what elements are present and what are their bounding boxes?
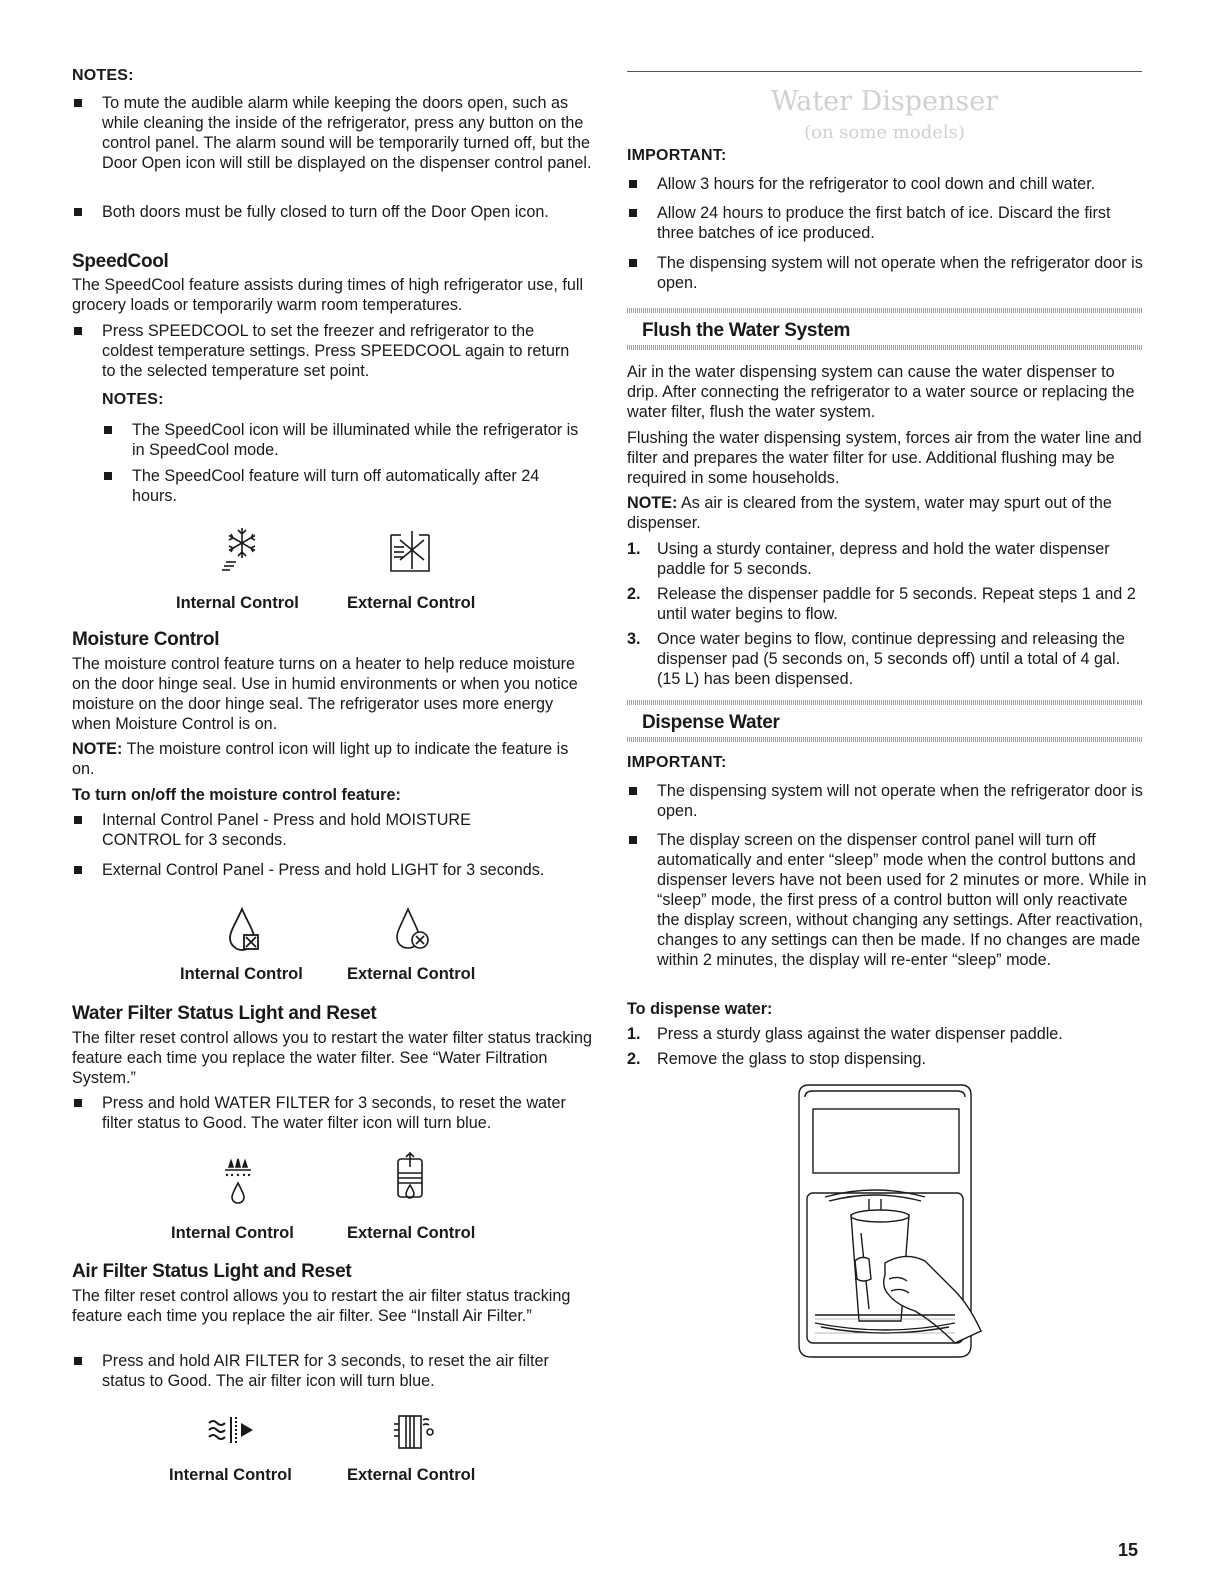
moisture-intro: The moisture control feature turns on a heater to help reduce moisture on the door hinge seal. Use in humid environments or when you notice moisture on the door hinge seal. The refrigerator uses more energy when Moisture Control is on. bbox=[72, 655, 578, 733]
dispense-top-rule bbox=[627, 700, 1142, 705]
important-item-3: The dispensing system will not operate when the refrigerator door is open. bbox=[627, 253, 1147, 293]
air-filter-caption-internal: Internal Control bbox=[169, 1466, 292, 1484]
air-filter-bullet: Press and hold AIR FILTER for 3 seconds, to reset the air filter status to Good. The air filter icon will turn blue. bbox=[72, 1351, 592, 1391]
water-filter-caption-internal: Internal Control bbox=[171, 1224, 294, 1242]
important-item-2: Allow 24 hours to produce the first batch of ice. Discard the first three batches of ice produced. bbox=[627, 203, 1147, 243]
water-filter-bullet: Press and hold WATER FILTER for 3 seconds, to reset the water filter status to Good. The water filter icon will turn blue. bbox=[72, 1093, 592, 1133]
flush-heading: Flush the Water System bbox=[642, 320, 851, 341]
notes-item-2: Both doors must be fully closed to turn off the Door Open icon. bbox=[72, 202, 592, 222]
notes-item-1: To mute the audible alarm while keeping the doors open, such as while cleaning the inside of the refrigerator, press any button on the control panel. The alarm sound will be temporarily turned off, but the Door Open icon will still be displayed on the dispenser control panel. bbox=[72, 93, 592, 173]
moisture-bullet-1: Internal Control Panel - Press and hold MOISTURE CONTROL for 3 seconds. bbox=[72, 810, 532, 850]
flush-paragraph-1: Air in the water dispensing system can cause the water dispenser to drip. After connecting the refrigerator to a water source or replacing the water filter, flush the water system. bbox=[627, 363, 1135, 421]
water-filter-intro: The filter reset control allows you to restart the water filter status tracking feature each time you replace the water filter. See “Water Filtration System.” bbox=[72, 1029, 593, 1087]
flush-note-text: As air is cleared from the system, water may spurt out of the dispenser. bbox=[627, 494, 1112, 532]
water-dispenser-glass-illustration bbox=[785, 1083, 985, 1363]
flush-step-2: 2. Release the dispenser paddle for 5 seconds. Repeat steps 1 and 2 until water begins to flow. bbox=[627, 585, 1136, 623]
moisture-caption-external: External Control bbox=[347, 965, 476, 983]
flush-note bbox=[627, 493, 1147, 533]
air-filter-waves-icon bbox=[202, 1410, 266, 1450]
important-item-1: Allow 3 hours for the refrigerator to cool down and chill water. bbox=[627, 174, 1147, 194]
moisture-caption-internal: Internal Control bbox=[180, 965, 303, 983]
dispense-bottom-rule bbox=[627, 737, 1142, 742]
moisture-heading: Moisture Control bbox=[72, 629, 220, 650]
moisture-bullet-2: External Control Panel - Press and hold LIGHT for 3 seconds. bbox=[72, 860, 592, 880]
air-filter-box-icon bbox=[390, 1408, 440, 1454]
section-rule bbox=[627, 71, 1142, 72]
flush-paragraph-2: Flushing the water dispensing system, forces air from the water line and filter and prepares the water filter for use. Additional flushing may be required in some households. bbox=[627, 429, 1142, 487]
flush-top-rule bbox=[627, 308, 1142, 313]
water-dispenser-subtitle: (on some models) bbox=[804, 122, 965, 143]
important-label: IMPORTANT: bbox=[627, 147, 727, 164]
speedcool-note-2: The SpeedCool feature will turn off automatically after 24 hours. bbox=[102, 466, 582, 506]
dispense-important-label: IMPORTANT: bbox=[627, 754, 727, 771]
moisture-drop-circle-x-icon bbox=[392, 904, 436, 954]
water-filter-heading: Water Filter Status Light and Reset bbox=[72, 1003, 377, 1024]
air-filter-intro: The filter reset control allows you to restart the air filter status tracking feature each time you replace the air filter. See “Install Air Filter.” bbox=[72, 1287, 571, 1325]
water-dispenser-title: Water Dispenser bbox=[770, 86, 999, 117]
flush-step-1: 1. Using a sturdy container, depress and hold the water dispenser paddle for 5 seconds. bbox=[627, 540, 1110, 578]
notes-label: NOTES: bbox=[72, 67, 134, 84]
moisture-note bbox=[72, 739, 592, 779]
dispense-important-1: The dispensing system will not operate when the refrigerator door is open. bbox=[627, 781, 1147, 821]
water-filter-caption-external: External Control bbox=[347, 1224, 476, 1242]
flush-step-3: 3. Once water begins to flow, continue depressing and releasing the dispenser pad (5 seconds on, 5 seconds off) until a total of 4 gal. (15 L) has been dispensed. bbox=[627, 630, 1125, 688]
dispense-heading: Dispense Water bbox=[642, 712, 780, 733]
flush-note-label: NOTE: bbox=[627, 494, 678, 512]
speedcool-heading: SpeedCool bbox=[72, 251, 169, 272]
moisture-subheading: To turn on/off the moisture control feature: bbox=[72, 786, 401, 804]
speedcool-intro: The SpeedCool feature assists during times of high refrigerator use, full grocery loads or temporarily warm room temperatures. bbox=[72, 276, 584, 314]
dispense-step-1: 1. Press a sturdy glass against the water dispenser paddle. bbox=[627, 1025, 1063, 1043]
moisture-note-text: The moisture control icon will light up to indicate the feature is on. bbox=[72, 740, 569, 778]
dispense-important-2: The display screen on the dispenser control panel will turn off automatically and enter “sleep” mode when the control buttons and dispenser levers have not been used for 2 minutes or more. While in “sleep” mode, the first press of a control button will only reactivate the display screen, without changing any settings. After reactivation, changes to any settings can then be made. If no changes are made within 2 minutes, the display will re-enter “sleep” mode. bbox=[627, 830, 1147, 970]
speedcool-bullet: Press SPEEDCOOL to set the freezer and refrigerator to the coldest temperature settings. Press SPEEDCOOL again to return to the selected temperature set point. bbox=[72, 321, 587, 381]
moisture-note-label: NOTE: bbox=[72, 740, 123, 758]
dispense-step-2: 2. Remove the glass to stop dispensing. bbox=[627, 1050, 927, 1068]
speedcool-caption-internal: Internal Control bbox=[176, 594, 299, 612]
speedcool-note-1: The SpeedCool icon will be illuminated while the refrigerator is in SpeedCool mode. bbox=[102, 420, 582, 460]
speedcool-box-icon bbox=[380, 522, 440, 578]
flush-bottom-rule bbox=[627, 345, 1142, 350]
page-number: 15 bbox=[1118, 1540, 1139, 1560]
water-filter-drip-icon bbox=[218, 1150, 258, 1206]
air-filter-heading: Air Filter Status Light and Reset bbox=[72, 1261, 352, 1282]
moisture-drop-x-icon bbox=[224, 904, 268, 954]
air-filter-caption-external: External Control bbox=[347, 1466, 476, 1484]
water-filter-cartridge-icon bbox=[390, 1150, 430, 1206]
speedcool-notes-label: NOTES: bbox=[102, 391, 164, 408]
speedcool-caption-external: External Control bbox=[347, 594, 476, 612]
speedcool-snowflake-icon bbox=[212, 522, 272, 574]
dispense-subheading: To dispense water: bbox=[627, 1000, 773, 1018]
